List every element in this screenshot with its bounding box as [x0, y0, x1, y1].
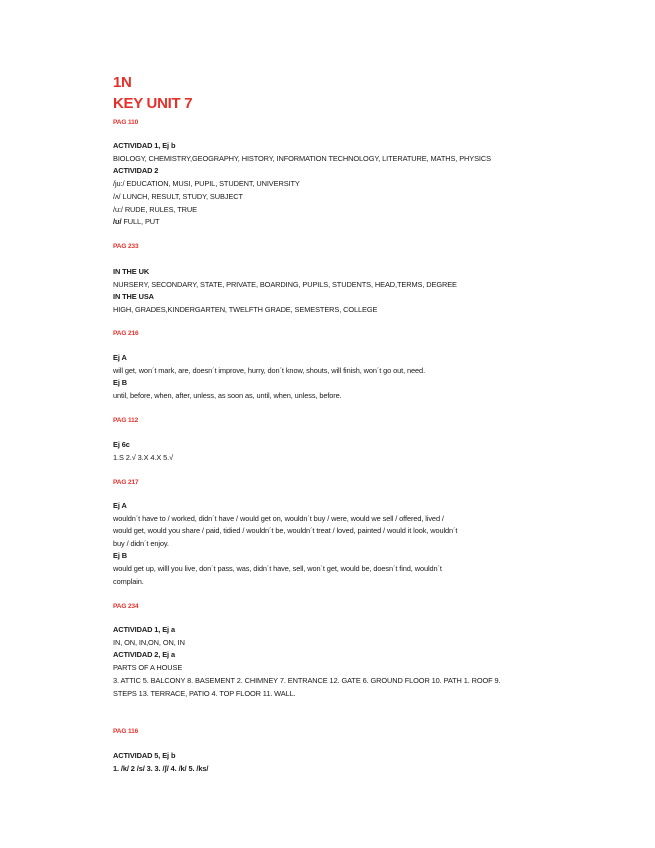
activity-heading: IN THE UK	[113, 267, 150, 276]
page-ref-116: PAG 116	[113, 728, 139, 735]
page-ref-217: PAG 217	[113, 479, 139, 486]
page-ref-112: PAG 112	[113, 417, 139, 424]
activity-heading: IN THE USA	[113, 292, 154, 301]
activity-heading: ACTIVIDAD 5, Ej b	[113, 751, 176, 760]
answer-line: /ʌ/ LUNCH, RESULT, STUDY, SUBJECT	[113, 192, 243, 201]
exercise-heading: Ej 6c	[113, 440, 130, 449]
answer-line: complain.	[113, 577, 144, 586]
answer-line	[113, 217, 159, 226]
answer-line: 1.S 2.√ 3.X 4.X 5.√	[113, 453, 174, 462]
answer-line: /ju:/ EDUCATION, MUSI, PUPIL, STUDENT, UNIVERSITY	[113, 179, 300, 188]
answer-line: 3. ATTIC 5. BALCONY 8. BASEMENT 2. CHIMNEY 7. ENTRANCE 12. GATE 6. GROUND FLOOR 10. PATH 1. ROOF 9.	[113, 676, 501, 685]
exercise-heading: Ej A	[113, 501, 127, 510]
page-ref-110: PAG 110	[113, 119, 139, 126]
exercise-heading: Ej B	[113, 551, 127, 560]
activity-heading: ACTIVIDAD 1, Ej b	[113, 141, 176, 150]
page-ref-233: PAG 233	[113, 243, 139, 250]
answer-line: /u:/ RUDE, RULES, TRUE	[113, 205, 197, 214]
answer-line: BIOLOGY, CHEMISTRY,GEOGRAPHY, HISTORY, INFORMATION TECHNOLOGY, LITERATURE, MATHS, PHYSICS	[113, 154, 491, 163]
answer-words: FULL, PUT	[121, 217, 160, 226]
class-code: 1N	[113, 74, 132, 91]
activity-heading: ACTIVIDAD 2, Ej a	[113, 650, 175, 659]
answer-line: STEPS 13. TERRACE, PATIO 4. TOP FLOOR 11. WALL.	[113, 689, 296, 698]
answer-line: until, before, when, after, unless, as soon as, until, when, unless, before.	[113, 391, 342, 400]
answer-line: will get, won´t mark, are, doesn´t improve, hurry, don´t know, shouts, will finish, won´t go out, need.	[113, 366, 426, 375]
phoneme-symbol: /ʊ/	[113, 217, 122, 226]
page-ref-234: PAG 234	[113, 603, 139, 610]
page-ref-216: PAG 216	[113, 330, 139, 337]
answer-line: IN, ON, IN,ON, ON, IN	[113, 638, 185, 647]
answer-line: 1. /k/ 2 /s/ 3. 3. /ʃ/ 4. /k/ 5. /ks/	[113, 764, 209, 773]
answer-line: HIGH, GRADES,KINDERGARTEN, TWELFTH GRADE, SEMESTERS, COLLEGE	[113, 305, 378, 314]
answer-line: would get up, willl you live, don´t pass, was, didn´t have, sell, won´t get, would be, doesn´t find, wouldn´t	[113, 564, 442, 573]
activity-heading: ACTIVIDAD 2	[113, 166, 159, 175]
answer-line: buy / didn´t enjoy.	[113, 539, 169, 548]
document-title: KEY UNIT 7	[113, 95, 193, 112]
answer-line: wouldn´t have to / worked, didn´t have / would get on, wouldn´t buy / were, would we sell / offered, lived /	[113, 514, 444, 523]
activity-heading: ACTIVIDAD 1, Ej a	[113, 625, 175, 634]
exercise-heading: Ej A	[113, 353, 127, 362]
exercise-heading: Ej B	[113, 378, 127, 387]
answer-line: PARTS OF A HOUSE	[113, 663, 183, 672]
answer-line: NURSERY, SECONDARY, STATE, PRIVATE, BOARDING, PUPILS, STUDENTS, HEAD,TERMS, DEGREE	[113, 280, 457, 289]
answer-line: would get, would you share / paid, tidied / wouldn´t be, wouldn´t treat / loved, painted / would it look, wouldn´t	[113, 526, 458, 535]
